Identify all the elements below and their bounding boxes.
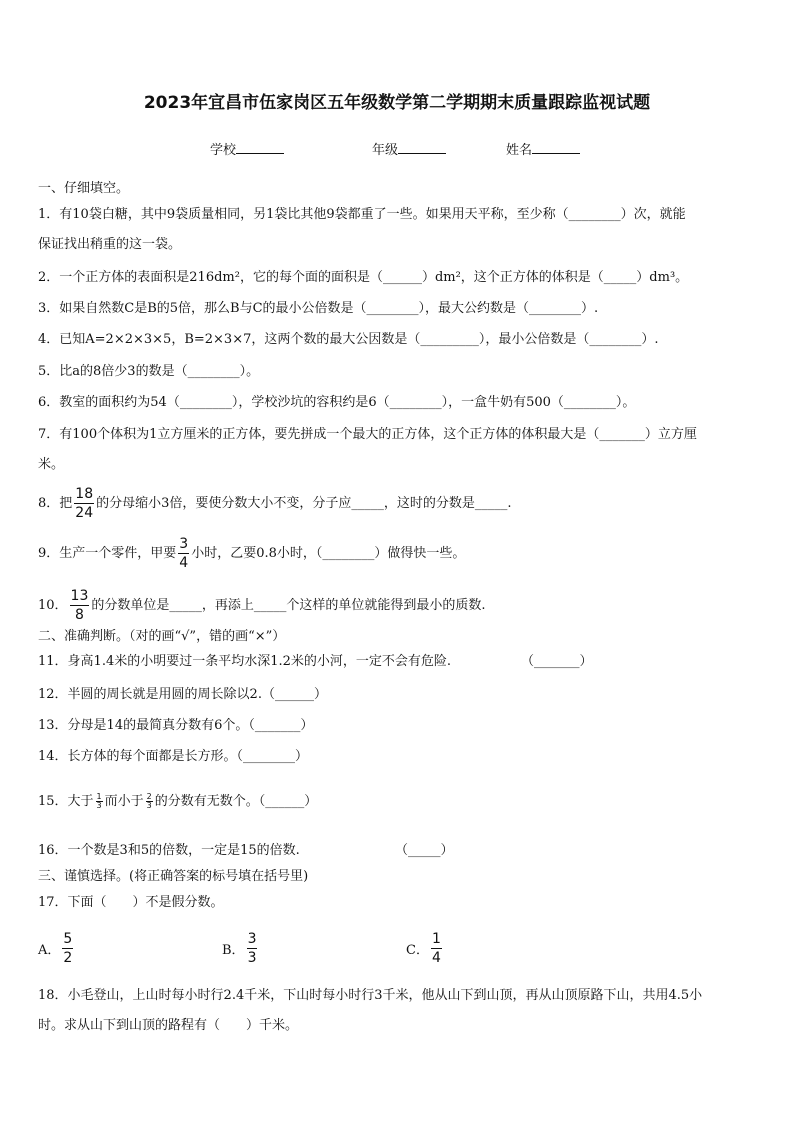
question-10-prefix: 10．: [38, 598, 68, 613]
question-4: 4．已知A=2×2×3×5，B=2×3×7，这两个数的最大公因数是（_________），最小公倍数是（________）.: [38, 332, 659, 347]
fraction-numerator: 1: [96, 792, 102, 801]
fraction-1-4: [431, 930, 442, 967]
question-16: 16．一个数是3和5的倍数，一定是15的倍数.: [38, 843, 300, 858]
question-17: 17．下面（ ）不是假分数。: [38, 895, 224, 910]
grade-label: 年级: [372, 143, 399, 158]
question-15-text: 的分数有无数个。（______）: [154, 794, 318, 809]
name-field: [506, 139, 580, 158]
option-b-label: B．: [222, 943, 245, 958]
question-3: 3．如果自然数C是B的5倍，那么B与C的最小公倍数是（________），最大公约数是（________）.: [38, 301, 599, 316]
fraction-numerator: 3: [247, 931, 257, 947]
question-5: 5．比a的8倍少3的数是（________）。: [38, 364, 260, 379]
name-label: 姓名: [506, 143, 533, 158]
page-title: 2023年宜昌市伍家岗区五年级数学第二学期期末质量跟踪监视试题: [143, 93, 651, 113]
question-9-prefix: 9．生产一个零件，甲要: [38, 546, 177, 561]
question-8-prefix: 8．把: [38, 496, 73, 511]
fraction-18-24: [74, 485, 94, 522]
fraction-numerator: 13: [70, 588, 89, 604]
question-8-text: 的分母缩小3倍，要使分数大小不变，分子应_____，这时的分数是_____.: [96, 496, 512, 511]
fraction-5-2: [62, 930, 73, 967]
question-13: 13．分母是14的最简真分数有6个。（_______）: [38, 718, 314, 733]
option-a: [38, 930, 75, 967]
fraction-denominator: 3: [146, 801, 152, 810]
question-12: 12．半圆的周长就是用圆的周长除以2.（______）: [38, 687, 327, 702]
school-field: [210, 139, 284, 158]
fraction-denominator: 2: [63, 950, 73, 966]
question-15: [38, 792, 317, 812]
fraction-13-8: [70, 587, 90, 624]
question-11-answer-blank: （_______）: [521, 654, 593, 669]
question-6: 6．教室的面积约为54（________），学校沙坑的容积约是6（________），一盒牛奶有500（________）。: [38, 395, 636, 410]
fraction-3-4: [178, 535, 189, 572]
question-10-text: 的分数单位是_____，再添上_____个这样的单位就能得到最小的质数.: [91, 598, 486, 613]
question-15-prefix: 15．大于: [38, 794, 94, 809]
fraction-denominator: 8: [75, 607, 84, 623]
fraction-numerator: 3: [179, 536, 189, 552]
question-7-line-2: 米。: [38, 457, 65, 472]
section-2-heading: 二、准确判断。（对的画“√”，错的画“×”）: [38, 629, 286, 644]
option-c: [406, 930, 444, 967]
fraction-2-3: [146, 793, 153, 810]
grade-field: [372, 139, 446, 158]
question-18-line-1: 18．小毛登山，上山时每小时行2.4千米，下山时每小时行3千米，他从山下到山顶，再从山顶原路下山，共用4.5小: [38, 988, 703, 1003]
question-15-middle: 而小于: [104, 794, 144, 809]
fraction-denominator: 24: [75, 505, 94, 521]
fraction-numerator: 18: [75, 486, 94, 502]
question-10: [38, 587, 486, 624]
question-8: [38, 485, 512, 522]
fraction-denominator: 3: [96, 801, 102, 810]
name-blank: [532, 141, 580, 154]
section-1-heading: 一、仔细填空。: [38, 181, 130, 196]
option-b: [222, 930, 259, 967]
fraction-1-3: [96, 793, 103, 810]
section-3-heading: 三、谨慎选择。(将正确答案的标号填在括号里): [38, 869, 309, 884]
fraction-numerator: 1: [431, 931, 441, 947]
question-1-line-1: 1．有10袋白糖，其中9袋质量相同，另1袋比其他9袋都重了一些。如果用天平称，至少称（________）次，就能: [38, 207, 686, 222]
question-9: [38, 535, 465, 572]
fraction-denominator: 3: [247, 950, 257, 966]
option-a-label: A．: [38, 943, 61, 958]
question-18-line-2: 时。求从山下到山顶的路程有（ ）千米。: [38, 1018, 299, 1033]
fraction-denominator: 4: [179, 555, 189, 571]
question-16-answer-blank: （_____）: [395, 843, 454, 858]
grade-blank: [398, 141, 446, 154]
question-9-text: 小时，乙要0.8小时，（________）做得快一些。: [191, 546, 466, 561]
question-2: 2．一个正方体的表面积是216dm²，它的每个面的面积是（______）dm²，这个正方体的体积是（_____）dm³。: [38, 270, 689, 285]
question-14: 14．长方体的每个面都是长方形。（________）: [38, 749, 309, 764]
fraction-3-3: [247, 930, 258, 967]
school-blank: [236, 141, 284, 154]
question-11: 11．身高1.4米的小明要过一条平均水深1.2米的小河，一定不会有危险.: [38, 654, 452, 669]
school-label: 学校: [210, 143, 237, 158]
fraction-numerator: 2: [146, 792, 152, 801]
option-c-label: C．: [406, 943, 429, 958]
fraction-denominator: 4: [431, 950, 441, 966]
question-1-line-2: 保证找出稍重的这一袋。: [38, 237, 182, 252]
fraction-numerator: 5: [63, 931, 73, 947]
question-7-line-1: 7．有100个体积为1立方厘米的正方体，要先拼成一个最大的正方体，这个正方体的体积最大是（_______）立方厘: [38, 427, 697, 442]
